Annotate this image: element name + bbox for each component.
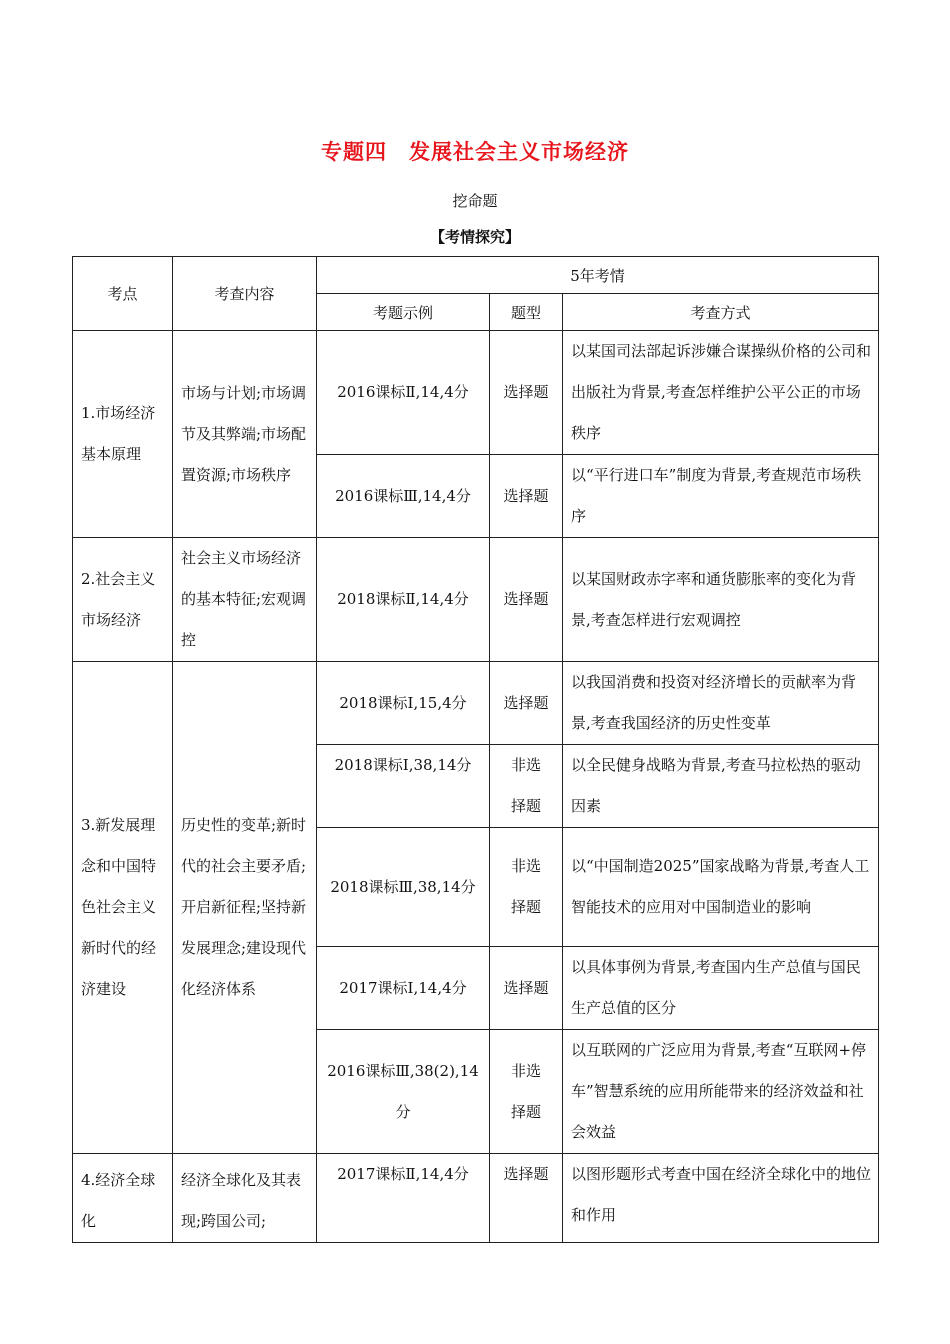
exam-content-cell: 历史性的变革;新时代的社会主要矛盾;开启新征程;坚持新发展理念;建设现代化经济体系 [173, 662, 317, 1154]
exam-content-cell: 市场与计划;市场调节及其弊端;市场配置资源;市场秩序 [173, 331, 317, 538]
exam-example-cell: 2018课标Ⅱ,14,4分 [317, 538, 490, 662]
exam-example-cell: 2017课标Ⅰ,14,4分 [317, 947, 490, 1030]
exam-example-cell: 2016课标Ⅲ,14,4分 [317, 455, 490, 538]
exam-example-cell: 2017课标Ⅱ,14,4分 [317, 1154, 490, 1243]
exam-point-cell: 3.新发展理念和中国特色社会主义新时代的经济建设 [73, 662, 173, 1154]
exam-type-cell: 选择题 [490, 538, 563, 662]
exam-type-cell: 非选择题 [490, 745, 563, 828]
section-heading: 【考情探究】 [429, 228, 520, 246]
exam-content-cell: 经济全球化及其表现;跨国公司; [173, 1154, 317, 1243]
exam-method-cell: 以图形题形式考查中国在经济全球化中的地位和作用 [563, 1154, 879, 1243]
exam-example-cell: 2018课标Ⅰ,15,4分 [317, 662, 490, 745]
header-point: 考点 [73, 257, 173, 331]
exam-example-cell: 2018课标Ⅲ,38,14分 [317, 828, 490, 947]
exam-type-cell: 选择题 [490, 662, 563, 745]
exam-method-cell: 以互联网的广泛应用为背景,考查“互联网+停车”智慧系统的应用所能带来的经济效益和社会效益 [563, 1030, 879, 1154]
exam-method-cell: 以某国司法部起诉涉嫌合谋操纵价格的公司和出版社为背景,考查怎样维护公平公正的市场秩序 [563, 331, 879, 455]
exam-method-cell: 以全民健身战略为背景,考查马拉松热的驱动因素 [563, 745, 879, 828]
exam-point-cell: 1.市场经济基本原理 [73, 331, 173, 538]
page-subtitle: 挖命题 [452, 192, 498, 210]
exam-example-cell: 2016课标Ⅱ,14,4分 [317, 331, 490, 455]
header-example: 考题示例 [317, 294, 490, 331]
header-method: 考查方式 [563, 294, 879, 331]
table-row [73, 538, 879, 662]
header-content: 考查内容 [173, 257, 317, 331]
table-row [73, 662, 879, 745]
exam-point-cell: 4.经济全球化 [73, 1154, 173, 1243]
exam-method-cell: 以具体事例为背景,考查国内生产总值与国民生产总值的区分 [563, 947, 879, 1030]
header-five-years: 5年考情 [317, 257, 879, 294]
table-row [73, 331, 879, 455]
exam-type-cell: 非选择题 [490, 828, 563, 947]
header-type: 题型 [490, 294, 563, 331]
exam-type-cell: 选择题 [490, 1154, 563, 1243]
exam-analysis-table [72, 256, 879, 1243]
exam-method-cell: 以“中国制造2025”国家战略为背景,考查人工智能技术的应用对中国制造业的影响 [563, 828, 879, 947]
table-row [73, 1154, 879, 1243]
exam-type-cell: 非选择题 [490, 1030, 563, 1154]
exam-type-cell: 选择题 [490, 947, 563, 1030]
exam-method-cell: 以某国财政赤字率和通货膨胀率的变化为背景,考查怎样进行宏观调控 [563, 538, 879, 662]
exam-point-cell: 2.社会主义市场经济 [73, 538, 173, 662]
exam-content-cell: 社会主义市场经济的基本特征;宏观调控 [173, 538, 317, 662]
exam-example-cell: 2016课标Ⅲ,38(2),14分 [317, 1030, 490, 1154]
exam-method-cell: 以我国消费和投资对经济增长的贡献率为背景,考查我国经济的历史性变革 [563, 662, 879, 745]
exam-type-cell: 选择题 [490, 455, 563, 538]
exam-type-cell: 选择题 [490, 331, 563, 455]
page-title: 专题四 发展社会主义市场经济 [321, 140, 629, 164]
exam-method-cell: 以“平行进口车”制度为背景,考查规范市场秩序 [563, 455, 879, 538]
exam-example-cell: 2018课标Ⅰ,38,14分 [317, 745, 490, 828]
